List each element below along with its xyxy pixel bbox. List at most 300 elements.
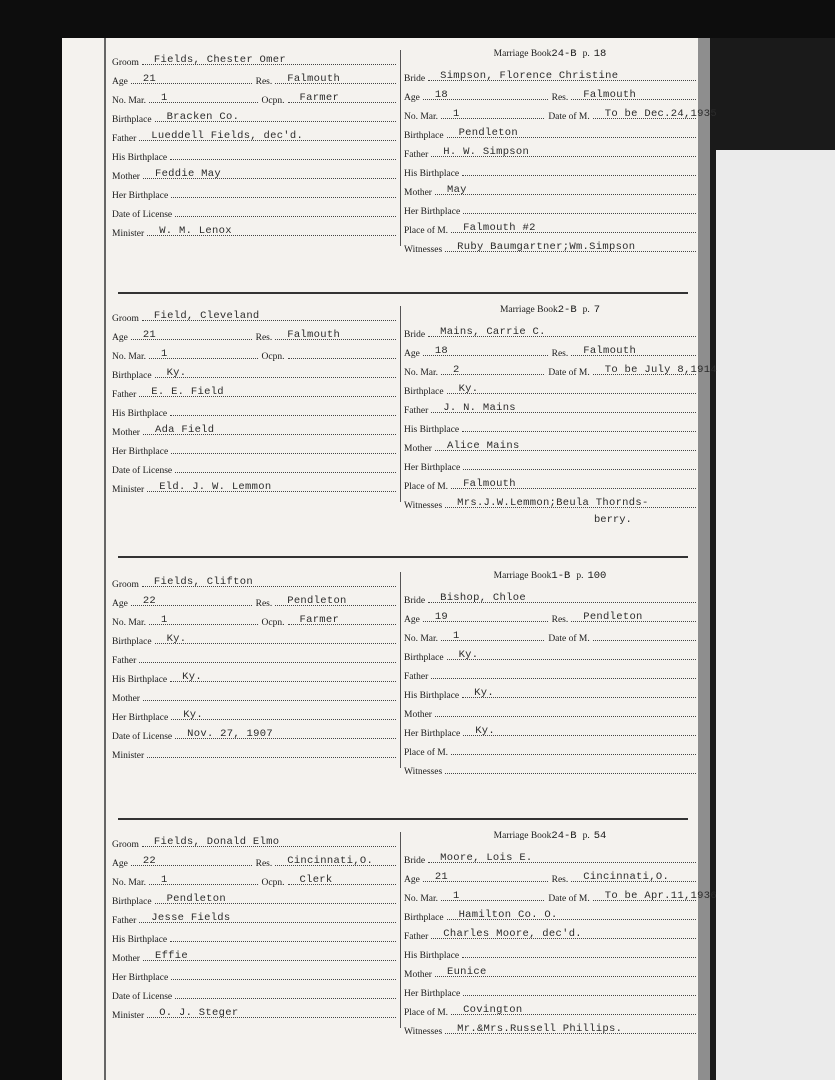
groom-ocpn-line: [288, 344, 397, 359]
groom-age-value: 22: [142, 855, 157, 867]
bride-no-mar-line: [441, 626, 544, 641]
bride-name-label: Bride: [404, 330, 426, 340]
bride-no-mar-label: No. Mar.: [404, 894, 439, 904]
groom-no-mar-value: 1: [161, 92, 168, 104]
bride-name-value: Moore, Lois E.: [440, 852, 533, 864]
bride-name-value: Bishop, Chloe: [440, 592, 526, 604]
bride-witnesses-row: [404, 493, 696, 511]
bride-father-row: [404, 398, 696, 416]
groom-her-birthplace-row: [112, 705, 396, 723]
page-edge: [698, 38, 710, 1080]
groom-birthplace-value: Ky.: [166, 367, 187, 379]
bride-mother-value: May: [446, 184, 467, 196]
bride-birthplace-label: Birthplace: [404, 131, 444, 141]
groom-date-of-license-row: [112, 458, 396, 476]
groom-ocpn-line: [288, 88, 397, 103]
groom-his-birthplace-row: [112, 145, 396, 163]
groom-no-mar-line: [149, 344, 258, 359]
groom-minister-label: Minister: [112, 229, 145, 239]
groom-no-mar-line: [149, 870, 258, 885]
bride-res-line: [571, 867, 696, 882]
bride-birthplace-row: [404, 379, 696, 397]
bride-age-row: [404, 85, 696, 103]
bride-name-row: [404, 588, 696, 606]
groom-birthplace-row: [112, 629, 396, 647]
bride-place-of-m-label: Place of M.: [404, 1008, 449, 1018]
groom-father-value: Jesse Fields: [151, 912, 231, 924]
bride-witnesses-line: [445, 237, 696, 252]
groom-mother-line: [143, 686, 396, 701]
marriage-book-label: Marriage Book: [493, 571, 552, 581]
marriage-book-ref: [404, 304, 696, 316]
bride-mother-line: [435, 702, 696, 717]
bride-name-row: [404, 848, 696, 866]
bride-her-birthplace-label: Her Birthplace: [404, 729, 461, 739]
bride-witnesses-label: Witnesses: [404, 767, 443, 777]
bride-his-birthplace-line: [462, 161, 696, 176]
bride-birthplace-row: [404, 123, 696, 141]
groom-ocpn-label: Ocpn.: [261, 96, 285, 106]
groom-age-label: Age: [112, 859, 128, 869]
marriage-book-ref: [404, 48, 696, 60]
bride-mother-row: [404, 180, 696, 198]
groom-no-mar-row: [112, 344, 396, 362]
bride-her-birthplace-row: [404, 455, 696, 473]
groom-ocpn-value: Farmer: [299, 92, 340, 104]
bride-birthplace-value: Ky.: [458, 383, 479, 395]
groom-mother-value: Ada Field: [154, 424, 215, 436]
groom-no-mar-row: [112, 610, 396, 628]
groom-age-value: 21: [142, 73, 157, 85]
record-separator: [118, 818, 688, 820]
bride-birthplace-line: [447, 905, 696, 920]
bride-name-line: [428, 588, 696, 603]
bride-res-label: Res.: [551, 875, 569, 885]
column-divider: [400, 50, 401, 246]
groom-birthplace-label: Birthplace: [112, 115, 152, 125]
bride-father-label: Father: [404, 672, 429, 682]
groom-name-row: [112, 306, 396, 324]
groom-father-value: Lueddell Fields, dec'd.: [151, 130, 304, 142]
bride-her-birthplace-row: [404, 721, 696, 739]
bride-his-birthplace-label: His Birthplace: [404, 169, 460, 179]
groom-his-birthplace-row: [112, 667, 396, 685]
bride-his-birthplace-row: [404, 417, 696, 435]
bride-no-mar-value: 2: [453, 364, 460, 376]
groom-name-line: [142, 572, 396, 587]
bride-mother-line: [435, 180, 696, 195]
groom-father-label: Father: [112, 390, 137, 400]
bride-date-of-m-label: Date of M.: [548, 112, 590, 122]
groom-res-value: Falmouth: [287, 73, 341, 85]
bride-father-value: Charles Moore, dec'd.: [443, 928, 582, 940]
groom-birthplace-value: Pendleton: [166, 893, 226, 905]
bride-her-birthplace-line: [463, 981, 696, 996]
groom-age-value: 21: [142, 329, 157, 341]
bride-her-birthplace-label: Her Birthplace: [404, 207, 461, 217]
bride-place-of-m-label: Place of M.: [404, 226, 449, 236]
bride-witnesses-value: Ruby Baumgartner;Wm.Simpson: [457, 241, 636, 253]
groom-ocpn-value: Farmer: [299, 614, 340, 626]
groom-age-label: Age: [112, 333, 128, 343]
bride-date-of-m-line: [593, 104, 717, 120]
bride-her-birthplace-row: [404, 199, 696, 217]
groom-his-birthplace-label: His Birthplace: [112, 935, 168, 945]
groom-mother-line: [143, 946, 396, 961]
groom-her-birthplace-row: [112, 439, 396, 457]
groom-age-line: [131, 851, 252, 866]
bride-name-line: [428, 66, 696, 81]
bride-res-line: [571, 607, 696, 622]
bride-name-row: [404, 322, 696, 340]
bride-age-line: [423, 607, 548, 622]
bride-no-mar-row: [404, 360, 717, 378]
bride-age-value: 18: [434, 89, 449, 101]
groom-age-line: [131, 69, 252, 84]
bride-no-mar-line: [441, 360, 544, 375]
groom-name-line: [142, 50, 396, 65]
page-value: 18: [593, 48, 607, 60]
bride-place-of-m-label: Place of M.: [404, 482, 449, 492]
marriage-book-value: 1-B: [551, 570, 571, 582]
bride-res-line: [571, 341, 696, 356]
marriage-record: [112, 566, 692, 776]
groom-minister-value: O. J. Steger: [159, 1007, 239, 1019]
groom-minister-label: Minister: [112, 1011, 145, 1021]
bride-birthplace-line: [447, 645, 696, 660]
bride-his-birthplace-value: Ky.: [474, 687, 494, 699]
bride-place-of-m-value: Falmouth: [463, 478, 516, 490]
marriage-book-ref: [404, 570, 696, 582]
bride-witnesses-row: [404, 237, 696, 255]
record-separator: [118, 292, 688, 294]
bride-witnesses-value: Mr.&Mrs.Russell Phillips.: [457, 1023, 623, 1035]
bride-his-birthplace-line: [462, 943, 696, 958]
bride-his-birthplace-row: [404, 943, 696, 961]
bride-mother-value: Alice Mains: [446, 440, 520, 452]
groom-her-birthplace-label: Her Birthplace: [112, 713, 169, 723]
groom-father-line: [139, 908, 396, 923]
groom-minister-line: [147, 477, 396, 492]
page-value: 54: [593, 830, 607, 842]
bride-witnesses-value: Mrs.J.W.Lemmon;Beula Thornds-: [457, 497, 649, 509]
groom-mother-row: [112, 420, 396, 438]
bride-father-line: [431, 664, 696, 679]
groom-birthplace-line: [155, 629, 396, 644]
groom-father-label: Father: [112, 916, 137, 926]
page-label: p.: [576, 571, 584, 581]
page-value: 7: [593, 304, 601, 316]
bride-no-mar-value: 1: [453, 630, 460, 642]
groom-no-mar-line: [149, 88, 258, 103]
bride-witnesses-line: [445, 759, 696, 774]
groom-no-mar-value: 1: [161, 348, 168, 360]
groom-mother-label: Mother: [112, 954, 140, 964]
bride-birthplace-value: Ky.: [458, 649, 479, 661]
groom-father-value: E. E. Field: [151, 386, 224, 398]
groom-his-birthplace-line: [170, 927, 396, 942]
bride-no-mar-row: [404, 886, 717, 904]
groom-minister-row: [112, 743, 396, 761]
bride-age-line: [423, 867, 548, 882]
groom-res-label: Res.: [255, 599, 273, 609]
bride-mother-value: Eunice: [446, 966, 487, 978]
groom-father-label: Father: [112, 134, 137, 144]
groom-date-of-license-value: Nov. 27, 1907: [187, 728, 273, 740]
bride-mother-label: Mother: [404, 970, 432, 980]
groom-date-of-license-label: Date of License: [112, 992, 173, 1002]
bride-no-mar-value: 1: [453, 890, 460, 902]
bride-birthplace-label: Birthplace: [404, 387, 444, 397]
groom-age-row: [112, 591, 396, 609]
groom-birthplace-label: Birthplace: [112, 637, 152, 647]
groom-her-birthplace-value: Ky.: [183, 709, 203, 721]
bride-his-birthplace-row: [404, 161, 696, 179]
groom-father-line: [139, 126, 396, 141]
groom-his-birthplace-line: [170, 145, 396, 160]
bride-mother-row: [404, 962, 696, 980]
page-value: 100: [587, 570, 607, 582]
groom-age-line: [131, 325, 252, 340]
groom-minister-value: W. M. Lenox: [159, 225, 232, 237]
bride-name-line: [428, 848, 696, 863]
groom-name-value: Field, Cleveland: [153, 310, 260, 322]
bride-birthplace-line: [447, 123, 696, 138]
marriage-book-value: 24-B: [551, 830, 577, 842]
groom-age-label: Age: [112, 77, 128, 87]
groom-res-line: [275, 325, 396, 340]
bride-age-line: [423, 341, 548, 356]
groom-age-row: [112, 851, 396, 869]
marriage-record: [112, 44, 717, 255]
groom-his-birthplace-line: [170, 401, 396, 416]
bride-mother-label: Mother: [404, 444, 432, 454]
adjacent-page: [716, 150, 835, 1080]
bride-his-birthplace-row: [404, 683, 696, 701]
groom-date-of-license-label: Date of License: [112, 732, 173, 742]
bride-witnesses-row: [404, 1019, 696, 1037]
groom-father-row: [112, 648, 396, 666]
groom-name-value: Fields, Clifton: [153, 576, 253, 588]
groom-father-line: [139, 648, 396, 663]
groom-age-value: 22: [142, 595, 157, 607]
bride-date-of-m-value: To be Dec.24,1935: [604, 108, 717, 120]
bride-birthplace-label: Birthplace: [404, 913, 444, 923]
witnesses-continuation: berry.: [594, 514, 632, 526]
bride-place-of-m-line: [451, 474, 696, 489]
bride-name-value: Mains, Carrie C.: [440, 326, 546, 338]
bride-age-label: Age: [404, 349, 420, 359]
groom-res-line: [275, 591, 396, 606]
column-divider: [400, 306, 401, 502]
groom-minister-line: [147, 743, 396, 758]
groom-minister-label: Minister: [112, 485, 145, 495]
bride-date-of-m-line: [593, 626, 696, 641]
bride-her-birthplace-line: [463, 721, 696, 736]
groom-res-line: [275, 851, 396, 866]
bride-age-row: [404, 867, 696, 885]
groom-his-birthplace-row: [112, 401, 396, 419]
groom-mother-label: Mother: [112, 694, 140, 704]
column-divider: [400, 572, 401, 768]
bride-witnesses-label: Witnesses: [404, 1027, 443, 1037]
bride-mother-row: [404, 436, 696, 454]
groom-his-birthplace-label: His Birthplace: [112, 675, 168, 685]
bride-birthplace-label: Birthplace: [404, 653, 444, 663]
groom-name-label: Groom: [112, 58, 139, 68]
bride-birthplace-line: [447, 379, 696, 394]
groom-minister-row: [112, 477, 396, 495]
marriage-book-value: 24-B: [551, 48, 577, 60]
bride-res-label: Res.: [551, 349, 569, 359]
bride-name-label: Bride: [404, 74, 426, 84]
groom-res-label: Res.: [255, 77, 273, 87]
groom-date-of-license-row: [112, 724, 396, 742]
bride-his-birthplace-label: His Birthplace: [404, 951, 460, 961]
groom-date-of-license-label: Date of License: [112, 466, 173, 476]
bride-place-of-m-line: [451, 740, 696, 755]
groom-ocpn-label: Ocpn.: [261, 878, 285, 888]
bride-witnesses-line: [445, 1019, 696, 1034]
bride-date-of-m-line: [593, 886, 717, 902]
groom-name-row: [112, 572, 396, 590]
bride-age-row: [404, 607, 696, 625]
bride-father-label: Father: [404, 932, 429, 942]
bride-place-of-m-line: [451, 218, 696, 233]
groom-mother-row: [112, 164, 396, 182]
bride-her-birthplace-label: Her Birthplace: [404, 463, 461, 473]
groom-date-of-license-label: Date of License: [112, 210, 173, 220]
bride-her-birthplace-line: [463, 199, 696, 214]
groom-her-birthplace-label: Her Birthplace: [112, 191, 169, 201]
groom-minister-value: Eld. J. W. Lemmon: [159, 481, 272, 493]
bride-witnesses-row: [404, 759, 696, 777]
groom-mother-label: Mother: [112, 172, 140, 182]
groom-ocpn-label: Ocpn.: [261, 618, 285, 628]
groom-minister-row: [112, 221, 396, 239]
bride-father-label: Father: [404, 150, 429, 160]
groom-father-row: [112, 908, 396, 926]
bride-age-value: 21: [434, 871, 449, 883]
groom-minister-line: [147, 1003, 396, 1018]
bride-place-of-m-line: [451, 1000, 696, 1015]
bride-his-birthplace-label: His Birthplace: [404, 425, 460, 435]
bride-name-line: [428, 322, 696, 337]
bride-no-mar-row: [404, 626, 696, 644]
groom-res-label: Res.: [255, 333, 273, 343]
groom-mother-line: [143, 164, 396, 179]
bride-name-row: [404, 66, 696, 84]
bride-age-row: [404, 341, 696, 359]
groom-birthplace-line: [155, 107, 396, 122]
bride-no-mar-value: 1: [453, 108, 460, 120]
groom-no-mar-value: 1: [161, 614, 168, 626]
bride-res-line: [571, 85, 696, 100]
groom-her-birthplace-label: Her Birthplace: [112, 973, 169, 983]
bride-birthplace-row: [404, 645, 696, 663]
groom-father-row: [112, 126, 396, 144]
page-label: p.: [582, 305, 590, 315]
bride-father-line: [431, 398, 696, 413]
groom-date-of-license-line: [175, 984, 396, 999]
groom-mother-line: [143, 420, 396, 435]
groom-name-value: Fields, Donald Elmo: [153, 836, 280, 848]
marriage-book-label: Marriage Book: [493, 831, 552, 841]
bride-his-birthplace-line: [462, 417, 696, 432]
groom-no-mar-label: No. Mar.: [112, 96, 147, 106]
bride-res-value: Falmouth: [583, 89, 637, 101]
bride-age-label: Age: [404, 615, 420, 625]
groom-ocpn-value: Clerk: [299, 874, 333, 886]
groom-birthplace-value: Bracken Co.: [166, 111, 240, 123]
groom-birthplace-label: Birthplace: [112, 371, 152, 381]
margin-rule: [104, 38, 106, 1080]
groom-his-birthplace-line: [170, 667, 396, 682]
bride-no-mar-line: [441, 886, 544, 901]
groom-his-birthplace-label: His Birthplace: [112, 409, 168, 419]
groom-birthplace-row: [112, 889, 396, 907]
groom-her-birthplace-label: Her Birthplace: [112, 447, 169, 457]
bride-no-mar-row: [404, 104, 717, 122]
marriage-book-label: Marriage Book: [493, 49, 552, 59]
bride-mother-line: [435, 436, 696, 451]
groom-age-line: [131, 591, 252, 606]
groom-date-of-license-line: [175, 724, 396, 739]
bride-witnesses-label: Witnesses: [404, 501, 443, 511]
bride-birthplace-value: Pendleton: [458, 127, 518, 139]
page-label: p.: [582, 831, 590, 841]
bride-father-value: H. W. Simpson: [443, 146, 530, 158]
bride-father-label: Father: [404, 406, 429, 416]
groom-date-of-license-row: [112, 202, 396, 220]
bride-age-value: 19: [434, 611, 449, 623]
groom-date-of-license-line: [175, 202, 396, 217]
page-label: p.: [582, 49, 590, 59]
bride-father-line: [431, 924, 696, 939]
groom-his-birthplace-label: His Birthplace: [112, 153, 168, 163]
groom-no-mar-line: [149, 610, 258, 625]
groom-ocpn-label: Ocpn.: [261, 352, 285, 362]
groom-name-value: Fields, Chester Omer: [153, 54, 286, 66]
groom-res-value: Cincinnati,O.: [287, 855, 374, 867]
bride-no-mar-label: No. Mar.: [404, 368, 439, 378]
groom-no-mar-value: 1: [161, 874, 168, 886]
groom-his-birthplace-value: Ky.: [182, 671, 202, 683]
bride-place-of-m-row: [404, 218, 696, 236]
groom-his-birthplace-row: [112, 927, 396, 945]
bride-witnesses-line: [445, 493, 696, 508]
bride-father-row: [404, 664, 696, 682]
groom-minister-row: [112, 1003, 396, 1021]
bride-res-value: Falmouth: [583, 345, 637, 357]
bride-res-label: Res.: [551, 93, 569, 103]
groom-name-line: [142, 306, 396, 321]
groom-birthplace-label: Birthplace: [112, 897, 152, 907]
groom-mother-row: [112, 686, 396, 704]
groom-her-birthplace-row: [112, 183, 396, 201]
bride-her-birthplace-value: Ky.: [475, 725, 495, 737]
groom-ocpn-line: [288, 870, 397, 885]
bride-date-of-m-value: To be July 8,1914: [604, 364, 717, 376]
groom-res-value: Falmouth: [287, 329, 341, 341]
groom-minister-line: [147, 221, 396, 236]
groom-mother-value: Feddie May: [154, 168, 221, 180]
marriage-book-label: Marriage Book: [499, 305, 558, 315]
bride-his-birthplace-line: [462, 683, 696, 698]
bride-place-of-m-label: Place of M.: [404, 748, 449, 758]
groom-no-mar-row: [112, 870, 396, 888]
groom-mother-row: [112, 946, 396, 964]
